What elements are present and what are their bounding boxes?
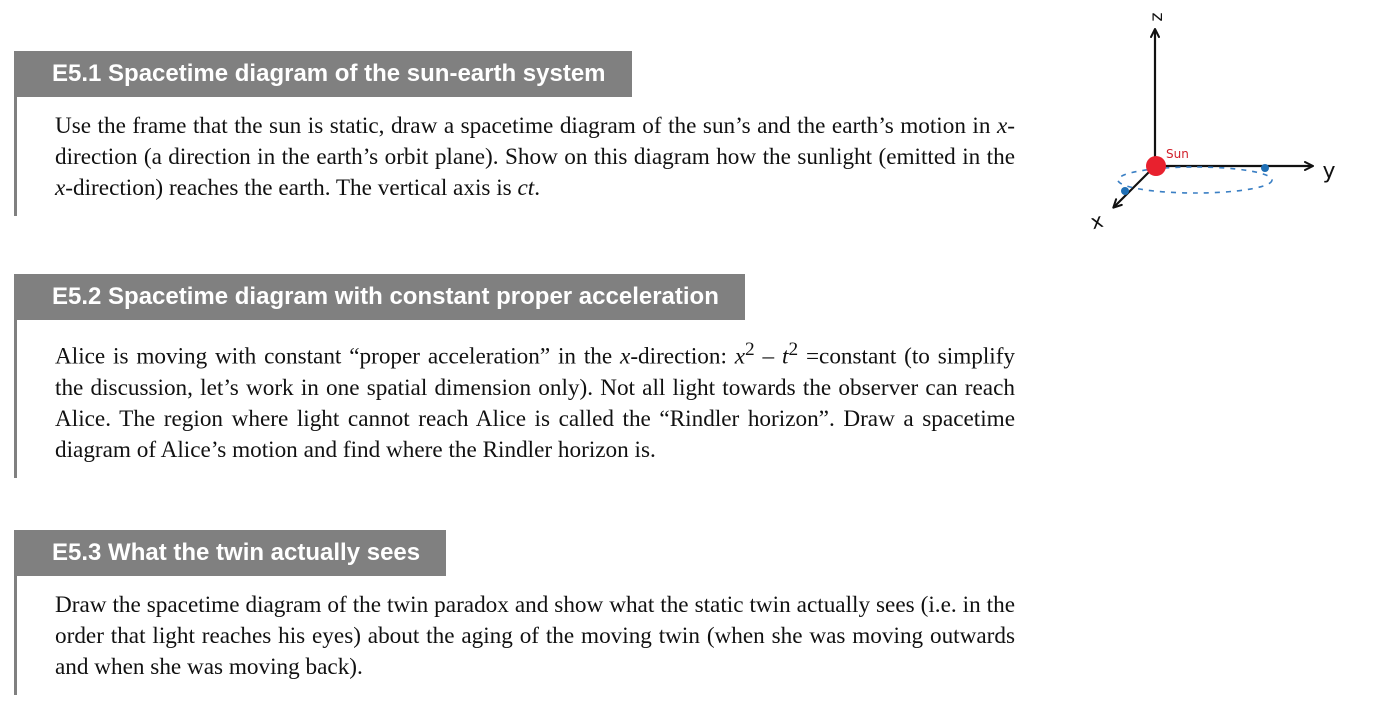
y-axis-label: y (1322, 159, 1336, 184)
earth-marker (1261, 164, 1269, 172)
z-axis-label: z (1147, 12, 1167, 22)
exercise-title: E5.1 Spacetime diagram of the sun-earth system (14, 51, 632, 97)
exercise-text: Alice is moving with constant “proper acceleration” in the x-direction: $x^2 - t^2$ =constant (to simplify the discussion, let’s work in one spatial dimension only). Not all light towards the observer can reach Alice. The region where light cannot reach Alice is called the “Rindler horizon”. Draw a spacetime diagram of Alice’s motion and find where the Rindler horizon is. (55, 339, 1016, 463)
exercise-text: Use the frame that the sun is static, draw a spacetime diagram of the sun’s and the earth’s motion in x-direction (a direction in the earth’s orbit plane). Show on this diagram how the sunlight (emitted in the x-direction) reaches the earth. The vertical axis is ct. (55, 113, 1015, 201)
exercise-5-3 (14, 530, 1015, 695)
exercise-body (17, 320, 1015, 478)
exercise-5-2 (14, 274, 1015, 478)
exercise-body (17, 576, 1015, 695)
exercise-5-1 (14, 51, 1015, 216)
x-axis-label: x (1087, 207, 1106, 235)
exercise-body (17, 97, 1015, 216)
sun-marker (1146, 156, 1166, 176)
sun-label: Sun (1166, 147, 1189, 161)
exercise-text: Draw the spacetime diagram of the twin paradox and show what the static twin actually sees (i.e. in the order that light reaches his eyes) about the aging of the moving twin (when she was moving outwards and when she was moving back). (55, 592, 1015, 680)
exercise-title: E5.3 What the twin actually sees (14, 530, 446, 576)
earth-marker (1121, 187, 1129, 195)
exercise-title: E5.2 Spacetime diagram with constant proper acceleration (14, 274, 745, 320)
sun-earth-orbit-diagram (1080, 0, 1360, 240)
